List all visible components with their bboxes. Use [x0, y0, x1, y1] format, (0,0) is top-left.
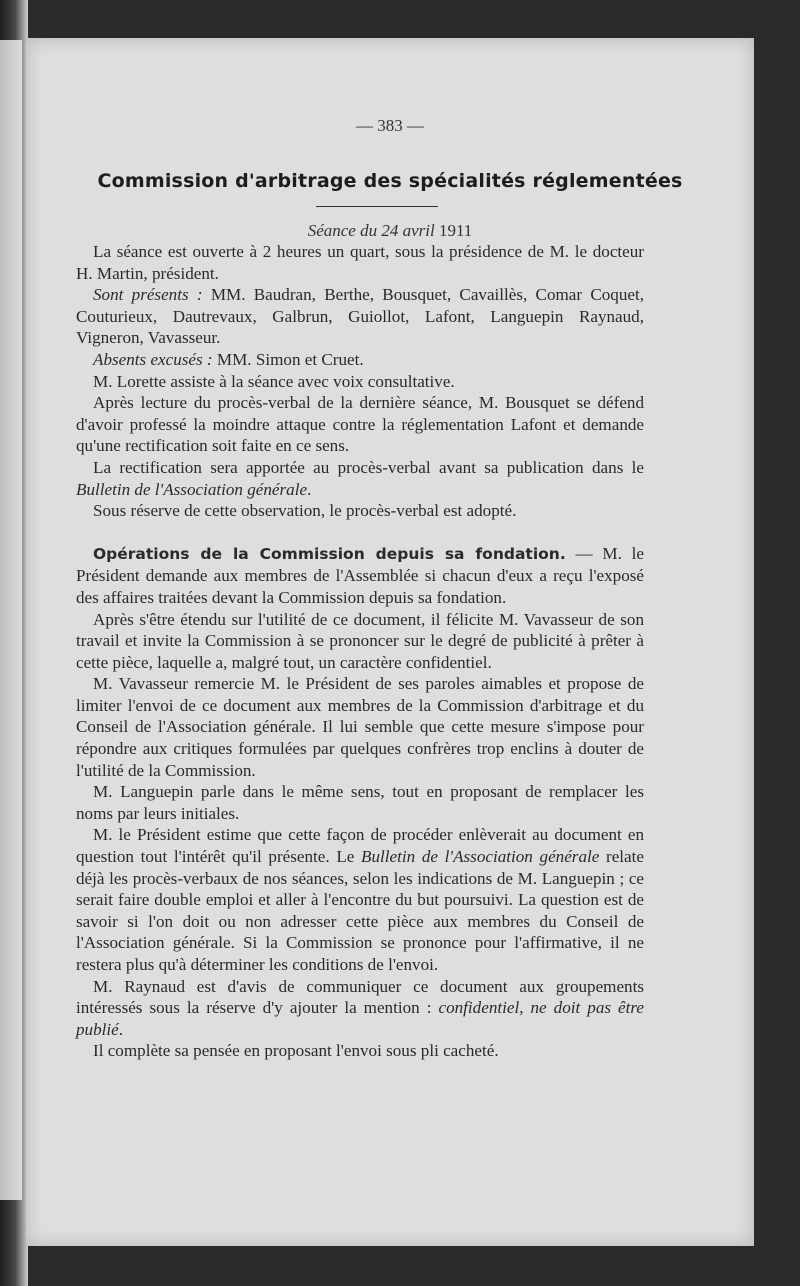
text-run: M. le Président estime que cette façon de procéder enlèverait au document en question tout l'intérêt qu'il présente. Le: [76, 825, 644, 867]
document-page: [26, 38, 754, 1246]
body-text: [76, 241, 644, 1062]
text-run: — M. le Président demande aux membres de l'Assemblée si chacun d'eux a reçu l'exposé des affaires traitées devant la Commission depuis sa fondation.: [76, 543, 644, 607]
paragraph-adoption: Sous réserve de cette observation, le procès-verbal est adopté.: [93, 501, 517, 521]
paragraph-absent: [76, 349, 644, 371]
operations-title: Opérations de la Commission depuis sa fondation.: [93, 544, 566, 563]
session-date-text: Séance du 24 avril: [307, 221, 435, 240]
paragraph-president: [76, 824, 644, 975]
bulletin-title: Bulletin de l'Association générale: [76, 479, 308, 499]
session-year: 1911: [438, 221, 473, 240]
paragraph-utility: Après s'être étendu sur l'utilité de ce document, il félicite M. Vavasseur de son travail et invite la Commission à se prononcer sur le degré de publicité à prêter à cette pièce, laquelle a, malgré tout, un caractère confidentiel.: [76, 609, 644, 672]
paragraph-closing: Il complète sa pensée en proposant l'envoi sous pli cacheté.: [93, 1041, 499, 1061]
absent-label: Absents excusés :: [93, 349, 213, 369]
confidential-mention: confidentiel, ne doit pas être publié: [76, 998, 644, 1039]
section-heading: Commission d'arbitrage des spécialités réglementées: [97, 170, 683, 192]
page-number: — 383 —: [356, 116, 424, 135]
previous-page-edge: [0, 40, 22, 1200]
bulletin-title: Bulletin de l'Association générale: [361, 847, 600, 867]
absent-list: MM. Simon et Cruet.: [212, 349, 364, 369]
paragraph-rectification: [76, 457, 644, 500]
paragraph-present: [76, 284, 644, 349]
paragraph-bousquet: Après lecture du procès-verbal de la dernière séance, M. Bousquet se défend d'avoir professé la moindre attaque contre la réglementation Lafont et demande qu'une rectification soit faite en ce sens.: [76, 393, 644, 456]
text-run: relate déjà les procès-verbaux de nos séances, selon les indications de M. Languepin ; ce serait faire double emploi et aller à l'encontre du but poursuivi. La question est de savoir si l'on doit ou non adresser cette pièce aux membres du Conseil de l'Association générale. Si la Commission se prononce pour l'affirmative, il ne restera plus qu'à déterminer les conditions de l'envoi.: [76, 847, 644, 974]
paragraph-lorette: M. Lorette assiste à la séance avec voix consultative.: [93, 371, 455, 391]
paragraph-languepin: M. Languepin parle dans le même sens, tout en proposant de remplacer les noms par leurs initiales.: [76, 782, 644, 823]
paragraph-vavasseur: M. Vavasseur remercie M. le Président de ses paroles aimables et propose de limiter l'envoi de ce document aux membres de la Commission d'arbitrage et du Conseil de l'Association générale. Il lui semble que cette mesure s'impose pour répondre aux critiques formulées par quelques confrères trop enclins à douter de l'utilité de la Commission.: [76, 674, 644, 780]
paragraph-operations: [76, 543, 644, 609]
text-run: La rectification sera apportée au procès-verbal avant sa publication dans le: [93, 457, 644, 477]
text-run: .: [118, 1019, 124, 1039]
paragraph-raynaud: [76, 976, 644, 1041]
session-date: [26, 221, 754, 241]
text-run: M. Raynaud est d'avis de communiquer ce document aux groupements intéressés sous la réserve d'y ajouter la mention :: [76, 976, 644, 1018]
present-label: Sont présents :: [93, 285, 203, 305]
present-list: MM. Baudran, Berthe, Bousquet, Cavaillès, Comar Coquet, Couturieux, Dautrevaux, Galbrun, Guiollot, Lafont, Languepin Raynaud, Vigneron, Vavasseur.: [76, 285, 644, 348]
paragraph-opening: La séance est ouverte à 2 heures un quart, sous la présidence de M. le docteur H. Martin, président.: [76, 242, 644, 283]
heading-rule: [316, 206, 438, 207]
text-run: .: [307, 479, 312, 499]
